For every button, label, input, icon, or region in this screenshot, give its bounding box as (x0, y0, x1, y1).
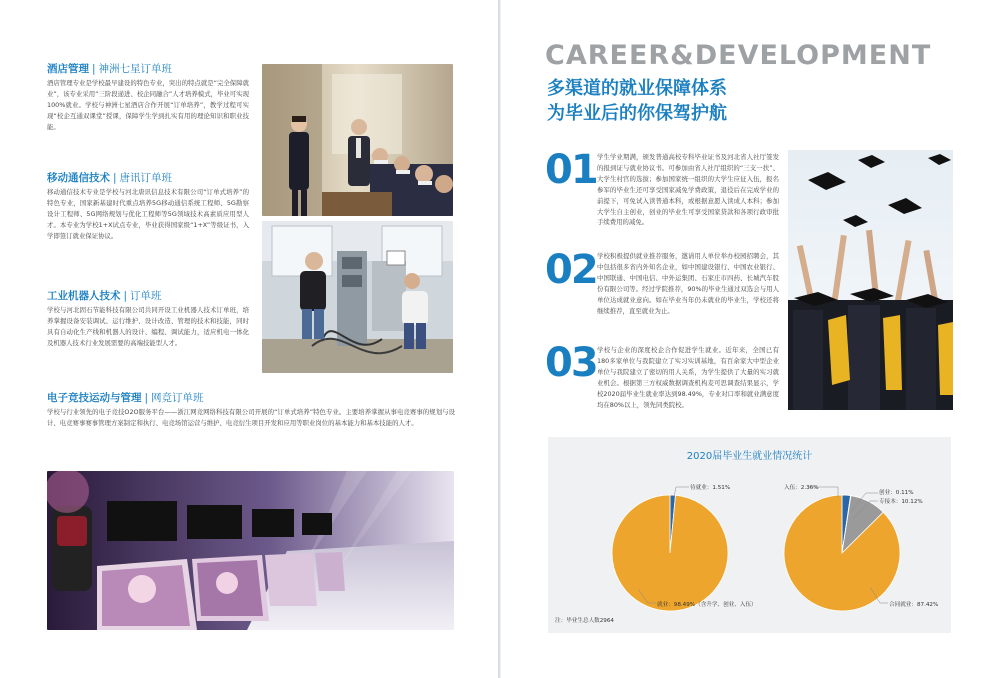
stats-title: 2020届毕业生就业情况统计 (686, 451, 813, 462)
title-separator: | (144, 392, 149, 404)
section-title (47, 391, 455, 405)
section-title (47, 289, 249, 303)
hotel-class-illustration (262, 64, 453, 216)
title-sub: 唐讯订单班 (119, 172, 173, 184)
left-page (0, 0, 498, 678)
pie-chart-employment (612, 495, 728, 611)
section-title (47, 171, 249, 185)
item-text-03: 学校与企业的深度校企合作促进学生就业。近年来，全国已有180多家单位与我院建立了实习实训基地，有百余家大中型企业单位与我院建立了密切的用人关系，为学生提供了大量的实习就业机会。根据第三方权威数据调查机构麦可思调查结果显示，学校2020届毕业生就业率达到98.49%，专业对口率和就业满意度均在80%以上，领先同类院校。 (597, 346, 779, 409)
title-sub: 神洲七星订单班 (98, 63, 173, 75)
section-esports (47, 391, 455, 429)
section-mobile-communication (47, 171, 249, 242)
employment-stats-panel (548, 437, 951, 633)
pie-slice-2-4 (784, 495, 900, 611)
pie2-label-contract: 合同就业：87.42% (889, 602, 939, 608)
title-separator: | (92, 63, 96, 75)
item-number-03: 03 (545, 340, 597, 386)
title-sub: 订单班 (130, 290, 162, 302)
section-body: 学校与行业领先的电子竞技O2O服务平台——浙江网竞网络科技有限公司开展的“订单式培养”特色专业。主要培养掌握从事电竞赛事的规划与设计、电竞赛事赛事管理方案制定和执行、电竞场馆运营与维护、电竞衍生项目开发和应用等职业岗位的基本能力和基本技能的人才。 (47, 408, 455, 427)
stats-footnote: 注：毕业生总人数2964 (555, 618, 614, 624)
career-development-title: CAREER&DEVELOPMENT (545, 40, 932, 71)
graduation-photo (788, 150, 953, 410)
section-body: 移动通信技术专业是学校与河北唐讯信息技术有限公司“订单式培养”的特色专业，国家新基建时代重点培养5G移动通信系统工程师、5G勘察设计工程师、5G网络规划与优化工程师等5G领域技术高素质应用型人才。本专业为学校1+X试点专业，毕业获得国家级“1+X”等级证书，入学即签订就业保证协议。 (47, 188, 249, 240)
hotel-class-photo (262, 64, 453, 216)
headline-employment-system: 多渠道的就业保障体系 (547, 78, 727, 99)
item-number-02: 02 (545, 247, 597, 293)
pie2-label-further-study: 专接本：10.12% (879, 499, 923, 505)
item-number-01: 01 (545, 147, 597, 193)
title-main: 工业机器人技术 (47, 290, 121, 302)
graduation-illustration (788, 150, 953, 410)
right-page (501, 0, 1003, 678)
esports-arena-photo (47, 471, 454, 630)
mobile-lab-photo (262, 221, 453, 373)
title-separator: | (123, 290, 128, 302)
section-body: 学校与河北固石节能科技有限公司共同开设工业机器人技术订单班，培养掌握设备安装调试、运行维护、设计改造、管理的技术和技能，同时具有自动化生产线和机器人的设计、编程、调试能力，适应机电一体化及机器人技术行业发展需要的高端技能型人才。 (47, 306, 249, 347)
title-main: 酒店管理 (47, 63, 89, 75)
item-text-01: 学生学业期满，颁发普通高校专科毕业证书及河北省人社厅签发的报到证与就业协议书。可参加由省人社厅组织的“三支一扶”、大学生村官的选拔；参加国家统一组织的大学生应征入伍，报名参军的毕业生还可享受国家减免学费政策，退役后在完成学业的前提下，可免试入读普通本科，或根据意愿入读成人本科；参加大学生自主创业，创业的毕业生可享受国家贷款和各项行政审批手续费用的减免。 (597, 153, 779, 227)
title-main: 电子竞技运动与管理 (47, 392, 142, 404)
pie2-label-enlist: 入伍：2.36% (784, 485, 819, 491)
section-industrial-robot (47, 289, 249, 349)
pie2-label-startup: 创业：0.11% (879, 490, 914, 496)
pie1-label-waiting: 待就业：1.51% (690, 485, 731, 491)
section-body: 酒店管理专业是学校最早建设的特色专业，突出的特点就是“完全保障就业”，该专业采用“三阶段递进、校企同融合”人才培养模式，毕业可实现100%就业。学校与神洲七星酒店合作开展“订单培养”，教学过程可实现“校企互通双课堂”授课，保障学生学到扎实有用的理论知识和职业技能。 (47, 79, 249, 131)
title-main: 移动通信技术 (47, 172, 110, 184)
section-hotel-management (47, 62, 249, 133)
title-separator: | (113, 172, 117, 184)
mobile-lab-illustration (262, 221, 453, 373)
pie1-label-employed: 就业：98.49%（含升学、创业、入伍） (657, 602, 757, 608)
section-title (47, 62, 249, 76)
headline-escort: 为毕业后的你保驾护航 (547, 103, 727, 124)
item-text-02: 学校积极提供就业推荐服务，邀请用人单位举办校园招聘会，其中包括很多省内外知名企业，如中国建设银行、中国农业银行、中国联通、中国电信、中外运集团、石家庄市四药、长城汽车股份有限公司等。经过学院推荐，90%的毕业生通过双选会与用人单位达成就业意向。如在毕业当年仍未就业的毕业生，学校还将继续推荐，直至就业为止。 (597, 252, 779, 315)
pie-chart-employment-breakdown (784, 495, 900, 611)
pie-slice-1-2 (612, 495, 728, 611)
esports-arena-illustration (47, 471, 454, 630)
title-sub: 网竞订单班 (151, 392, 204, 404)
